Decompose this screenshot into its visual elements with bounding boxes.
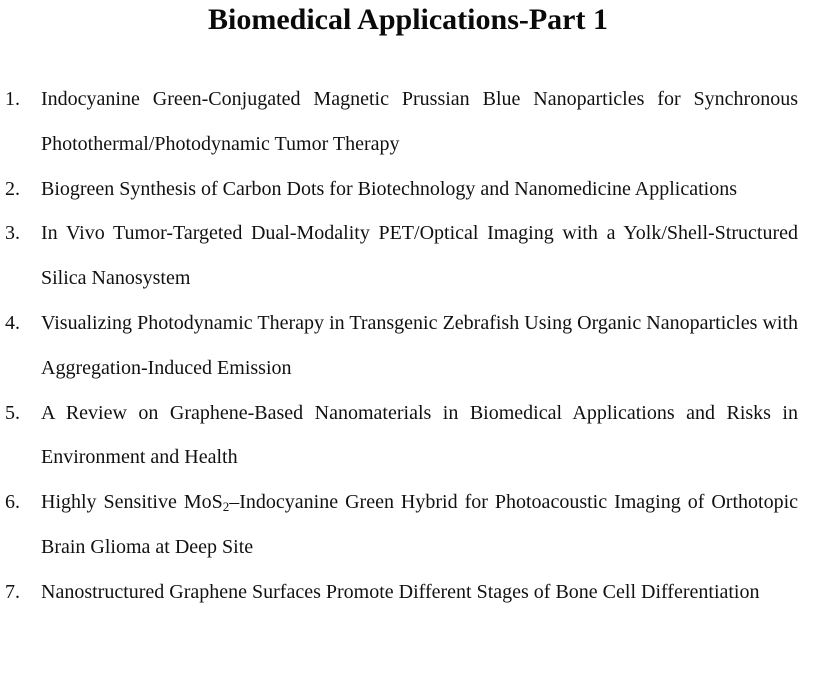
list-item-number: 4. — [5, 311, 20, 334]
list-item-text: In Vivo Tumor-Targeted Dual-Modality PET/Optical Imaging with a Yolk/Shell-Structured Silica Nanosystem — [41, 222, 798, 290]
list-item-4 — [0, 301, 816, 391]
list-item-text: Indocyanine Green-Conjugated Magnetic Prussian Blue Nanoparticles for Synchronous Photothermal/Photodynamic Tumor Therapy — [41, 88, 798, 155]
list-item-text: Biogreen Synthesis of Carbon Dots for Biotechnology and Nanomedicine Applications — [41, 177, 737, 200]
list-item-text-part: –Indocyanine Green Hybrid for Photoacoustic Imaging of Orthotopic Brain Glioma at Deep Site — [41, 491, 798, 558]
list-item-number: 3. — [5, 222, 20, 245]
chemical-subscript: 2 — [222, 499, 230, 515]
list-item-number: 5. — [5, 401, 20, 424]
page-title: Biomedical Applications-Part 1 — [208, 3, 608, 36]
list-item-number: 1. — [5, 88, 20, 110]
list-item-text: Nanostructured Graphene Surfaces Promote Different Stages of Bone Cell Differentiation — [41, 580, 760, 603]
list-item-5 — [0, 391, 816, 481]
list-item-6 — [0, 480, 816, 570]
list-item-text — [41, 480, 798, 570]
list-item-number: 2. — [5, 177, 20, 200]
list-item-7 — [0, 570, 816, 615]
list-item-text: Visualizing Photodynamic Therapy in Transgenic Zebrafish Using Organic Nanoparticles with Aggregation-Induced Emission — [41, 311, 798, 379]
list-item-1 — [0, 77, 816, 167]
list-item-text-part: Highly Sensitive MoS — [41, 491, 223, 514]
list-item-3 — [0, 211, 816, 301]
list-item-2 — [0, 167, 816, 212]
article-list — [0, 77, 816, 615]
list-item-number: 7. — [5, 580, 20, 603]
list-item-number: 6. — [5, 491, 20, 514]
list-item-text: A Review on Graphene-Based Nanomaterials in Biomedical Applications and Risks in Environment and Health — [41, 401, 798, 469]
